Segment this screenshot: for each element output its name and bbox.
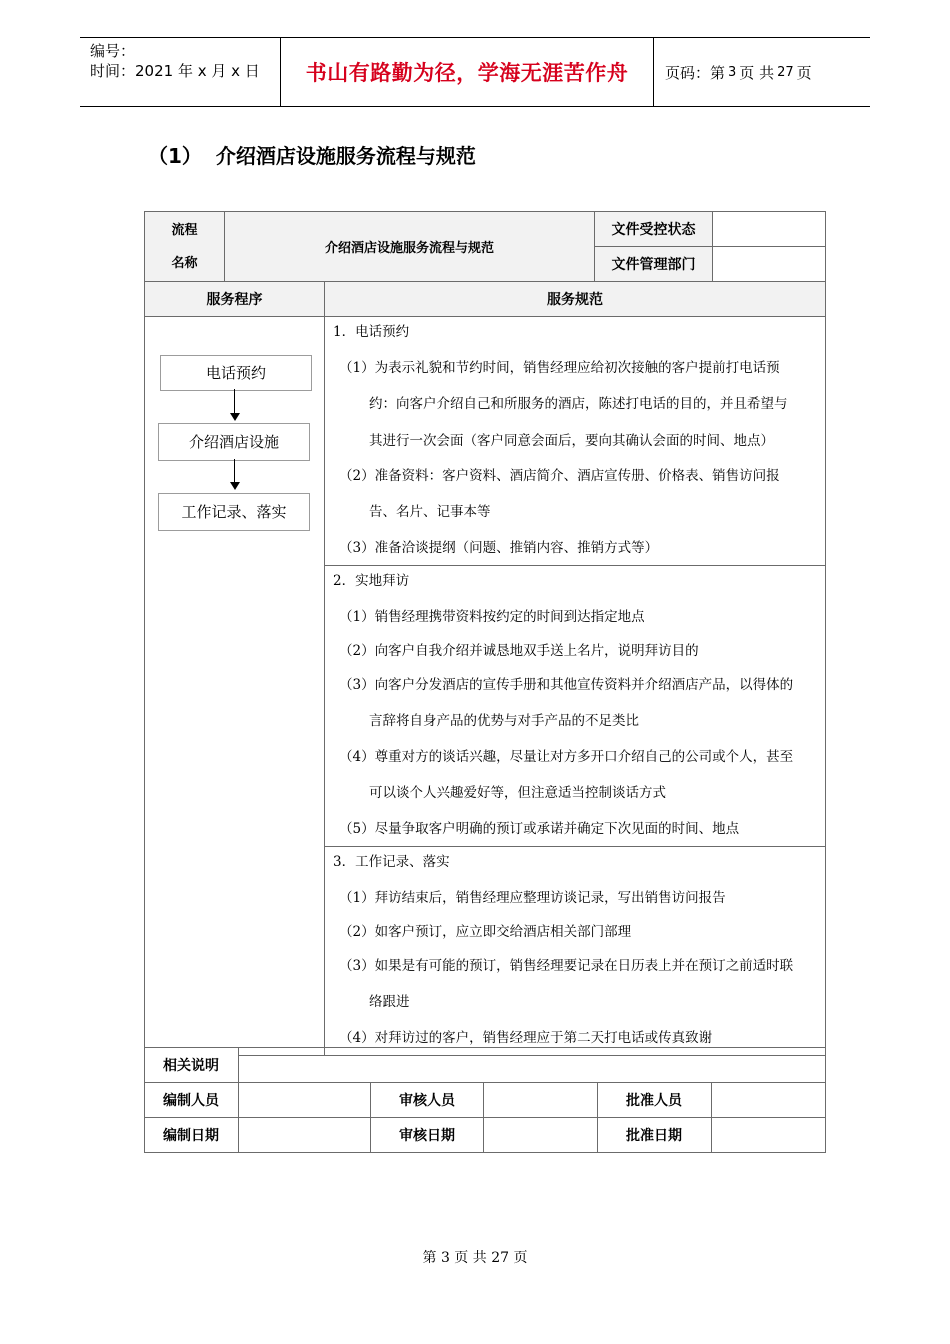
- dept-label: 文件管理部门: [595, 247, 713, 282]
- section-heading: [148, 140, 476, 169]
- standard-item: （3）如果是有可能的预订，销售经理要记录在日历表上并在预订之前适时联 络跟进: [339, 958, 794, 1010]
- standard-item: （1）销售经理携带资料按约定的时间到达指定地点: [339, 609, 645, 625]
- status-label: 文件受控状态: [595, 212, 713, 247]
- approver-label: 批准人员: [598, 1083, 712, 1118]
- col-procedure-header: 服务程序: [145, 282, 325, 317]
- page-current: 3: [728, 64, 737, 80]
- standard-item: （4）对拜访过的客户，销售经理应于第二天打电话或传真致谢: [339, 1030, 713, 1046]
- standard-item: （2）准备资料：客户资料、酒店简介、酒店宣传册、价格表、销售访问报 告、名片、记事本等: [339, 468, 780, 520]
- process-name-label: 流程 名称: [145, 212, 225, 282]
- related-notes-label: 相关说明: [145, 1048, 239, 1083]
- standard-block-record: [325, 847, 826, 1056]
- flow-step-introduce: 介绍酒店设施: [158, 423, 310, 461]
- section-title: 介绍酒店设施服务流程与规范: [215, 144, 476, 168]
- process-name-value: 介绍酒店设施服务流程与规范: [225, 212, 595, 282]
- page-mid: 页 共: [739, 63, 775, 82]
- standard-item: （1）拜访结束后，销售经理应整理访谈记录，写出销售访问报告: [339, 890, 726, 906]
- compile-date-label: 编制日期: [145, 1118, 239, 1153]
- standard-block-visit: [325, 566, 826, 847]
- standard-item: （3）准备洽谈提纲（问题、推销内容、推销方式等）: [339, 540, 659, 556]
- review-date-label: 审核日期: [371, 1118, 484, 1153]
- header-motto: 书山有路勤为径，学海无涯苦作舟: [281, 38, 654, 106]
- page-total: 27: [777, 64, 794, 80]
- dept-value: [713, 247, 826, 282]
- approve-date-label: 批准日期: [598, 1118, 712, 1153]
- page-suffix: 页: [796, 63, 812, 82]
- status-value: [713, 212, 826, 247]
- compiler-label: 编制人员: [145, 1083, 239, 1118]
- code-label: 编号：: [90, 42, 136, 60]
- header-page-number: [665, 38, 812, 106]
- flow-arrow-1: [234, 389, 235, 415]
- reviewer-value: [484, 1083, 598, 1118]
- time-label: 时间：2021 年 x 月 x 日: [90, 62, 260, 80]
- standard-title-3: 3．工作记录、落实: [333, 854, 450, 870]
- related-notes-value: [239, 1048, 826, 1083]
- flow-arrow-2-head: [230, 482, 240, 490]
- procedure-flowchart: [145, 317, 324, 1045]
- procedure-flow-cell: [145, 317, 325, 1056]
- compiler-value: [239, 1083, 371, 1118]
- standard-item: （5）尽量争取客户明确的预订或承诺并确定下次见面的时间、地点: [339, 821, 740, 837]
- standard-item: （2）如客户预订，应立即交给酒店相关部门部理: [339, 924, 632, 940]
- standard-item: （1）为表示礼貌和节约时间，销售经理应给初次接触的客户提前打电话预 约：向客户介绍自己和所服务的酒店，陈述打电话的目的，并且希望与 其进行一次会面（客户同意会面后，要向其确认会面的时间、地点）: [339, 360, 788, 449]
- standard-block-phone: [325, 317, 826, 566]
- process-table: [144, 211, 826, 1056]
- flow-step-record: 工作记录、落实: [158, 493, 310, 531]
- standard-item: （4）尊重对方的谈话兴趣，尽量让对方多开口介绍自己的公司或个人，甚至 可以谈个人兴趣爱好等，但注意适当控制谈话方式: [339, 749, 794, 801]
- standard-item: （3）向客户分发酒店的宣传手册和其他宣传资料并介绍酒店产品，以得体的 言辞将自身产品的优势与对手产品的不足类比: [339, 677, 794, 729]
- approve-date-value: [712, 1118, 826, 1153]
- approver-value: [712, 1083, 826, 1118]
- section-number: （1）: [148, 144, 202, 168]
- flow-step-phone: 电话预约: [160, 355, 312, 391]
- page-footer: 第 3 页 共 27 页: [422, 1250, 528, 1266]
- page-prefix: 页码：第: [665, 63, 726, 82]
- reviewer-label: 审核人员: [371, 1083, 484, 1118]
- standard-title-1: 1．电话预约: [333, 324, 410, 340]
- flow-arrow-2: [234, 459, 235, 483]
- flow-arrow-1-head: [230, 413, 240, 421]
- standard-title-2: 2．实地拜访: [333, 573, 410, 589]
- approval-table: [144, 1047, 826, 1153]
- header-meta: [80, 38, 281, 106]
- col-standard-header: 服务规范: [325, 282, 826, 317]
- page-header: [80, 37, 870, 107]
- compile-date-value: [239, 1118, 371, 1153]
- review-date-value: [484, 1118, 598, 1153]
- standard-item: （2）向客户自我介绍并诚恳地双手送上名片，说明拜访目的: [339, 643, 699, 659]
